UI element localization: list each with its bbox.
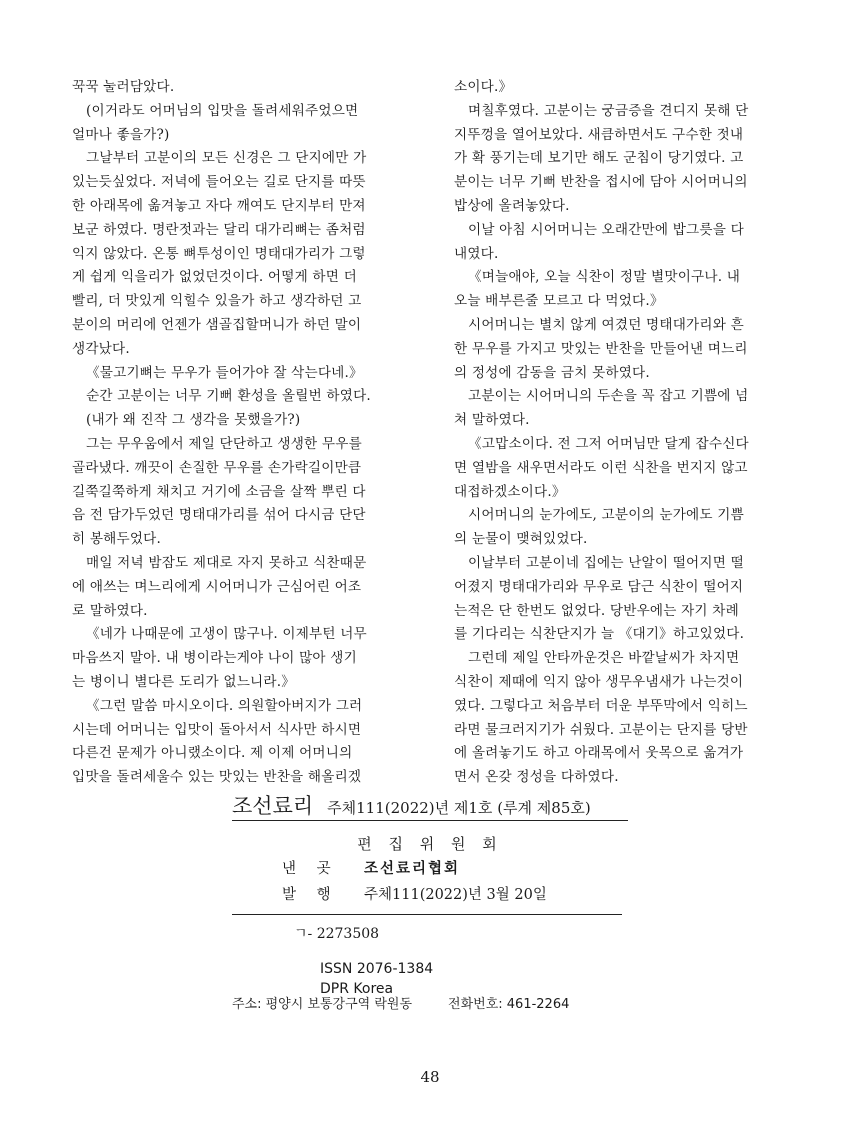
colophon <box>232 792 628 999</box>
text-line: 길쭉길쭉하게 채치고 거기에 소금을 살짝 뿌린 다 <box>72 483 366 500</box>
text-line: 시어머니는 별치 않게 여겼던 명태대가리와 흔 <box>468 316 744 333</box>
text-line: 《네가 나때문에 고생이 많구나. 이제부턴 너무 <box>86 626 367 643</box>
text-line: 대접하겠소이다.》 <box>454 483 566 500</box>
text-line: 고분이는 시어머니의 두손을 꼭 잡고 기쁨에 넘 <box>468 388 749 405</box>
text-line: 에 애쓰는 며느리에게 시어머니가 근심어린 어조 <box>72 578 362 595</box>
text-line: 그런데 제일 안타까운것은 바깥날씨가 차지면 <box>468 650 740 667</box>
text-line: 있는듯싶었다. 저녁에 들어오는 길로 단지를 따뜻 <box>72 174 366 191</box>
text-line: 시어머니의 눈가에도, 고분이의 눈가에도 기쁨 <box>468 507 744 524</box>
divider <box>232 820 628 821</box>
text-line: 식찬이 제때에 익지 않아 생무우냄새가 나는것이 <box>454 673 744 690</box>
text-line: 다른건 문제가 아니랬소이다. 제 이제 어머니의 <box>72 745 353 762</box>
journal-name: 조선료리 <box>232 794 314 818</box>
text-line: 오늘 배부른줄 모르고 다 먹었다.》 <box>454 293 664 310</box>
text-line: (내가 왜 진작 그 생각을 못했을가?) <box>86 412 301 429</box>
text-line: 이날부터 고분이네 집에는 난알이 떨어지면 떨 <box>468 554 744 571</box>
publisher-label: 낸 곳 <box>282 861 339 877</box>
text-line: 골라냈다. 깨끗이 손질한 무우를 손가락길이만큼 <box>72 459 362 476</box>
text-line: 게 쉽게 익을리가 없었던것이다. 어떻게 하면 더 <box>72 269 357 286</box>
text-line: 그는 무우움에서 제일 단단하고 생생한 무우를 <box>86 435 362 452</box>
text-line: 마음쓰지 말아. 내 병이라는게야 나이 많아 생기 <box>72 650 357 667</box>
journal-header <box>232 792 628 820</box>
text-line: 입맛을 돌려세울수 있는 맛있는 반찬을 해올리겠 <box>72 769 362 786</box>
text-line: 의 눈물이 맺혀있었다. <box>454 531 588 548</box>
right-column <box>454 76 792 790</box>
text-line: (이거라도 어머님의 입맛을 돌려세워주었으면 <box>86 102 359 119</box>
text-line: 였다. 그렇다고 처음부터 더운 부뚜막에서 익히느 <box>454 697 748 714</box>
text-line: 의 정성에 감동을 금치 못하였다. <box>454 364 650 381</box>
text-line: 밥상에 올려놓았다. <box>454 197 570 214</box>
text-line: 꾹꾹 눌러담았다. <box>72 79 175 95</box>
article-body <box>72 76 792 790</box>
text-line: 소이다.》 <box>454 79 513 95</box>
issn: ISSN 2076-1384 <box>320 961 434 977</box>
text-line: 보군 하였다. 명란젓과는 달리 대가리뼈는 좀처럼 <box>72 221 366 238</box>
text-line: 는 병이니 별다른 도리가 없느니라.》 <box>72 673 296 690</box>
registration-code: ㄱ- 2273508 <box>294 926 380 942</box>
country: DPR Korea <box>320 981 394 997</box>
address-line <box>232 993 632 1012</box>
publisher-row <box>232 856 628 882</box>
text-line: 그날부터 고분이의 모든 신경은 그 단지에만 가 <box>86 150 367 167</box>
left-column <box>72 76 410 790</box>
text-line: 며칠후였다. 고분이는 궁금증을 견디지 못해 단 <box>468 102 749 119</box>
address: 주소: 평양시 보통강구역 락원동 <box>232 997 413 1012</box>
text-line: 한 아래목에 옮겨놓고 자다 깨여도 단지부터 만져 <box>72 197 366 214</box>
text-line: 면 열밤을 새우면서라도 이런 식찬을 번지지 않고 <box>454 459 748 476</box>
phone-number: 전화번호: 461-2264 <box>448 997 570 1012</box>
text-line: 분이는 너무 기뻐 반찬을 접시에 담아 시어머니의 <box>454 174 748 191</box>
text-line: 분이의 머리에 언젠가 샘골집할머니가 하던 말이 <box>72 316 362 333</box>
text-line: 《그런 말씀 마시오이다. 의원할아버지가 그러 <box>86 697 363 714</box>
text-line: 내였다. <box>454 245 499 262</box>
text-line: 이날 아침 시어머니는 오래간만에 밥그릇을 다 <box>468 221 744 238</box>
text-line: 생각났다. <box>72 340 130 357</box>
publication-date: 주체111(2022)년 3월 20일 <box>364 887 547 903</box>
issue-info: 주체111(2022)년 제1호 (루계 제85호) <box>327 799 591 817</box>
text-line: 시는데 어머니는 입맛이 돌아서서 식사만 하시면 <box>72 721 362 738</box>
text-line: 로 말하였다. <box>72 602 148 619</box>
text-line: 에 올려놓기도 하고 아래목에서 웃목으로 옮겨가 <box>454 745 744 762</box>
text-line: 음 전 담가두었던 명태대가리를 섞어 다시금 단단 <box>72 507 366 524</box>
text-line: 라면 물크러지기가 쉬웠다. 고분이는 단지를 당반 <box>454 721 748 738</box>
text-line: 빨리, 더 맛있게 익힐수 있을가 하고 생각하던 고 <box>72 293 362 310</box>
text-line: 《며늘애야, 오늘 식찬이 정말 별맛이구나. 내 <box>468 269 741 286</box>
page-number: 48 <box>420 1068 440 1086</box>
text-line: 《물고기뼈는 무우가 들어가야 잘 삭는다네.》 <box>86 364 363 381</box>
text-line: 순간 고분이는 너무 기뻐 환성을 올릴번 하였다. <box>86 388 371 405</box>
text-line: 익지 않았다. 온통 뼈투성이인 명태대가리가 그렇 <box>72 245 366 262</box>
text-line: 《고맙소이다. 전 그저 어머님만 달게 잡수신다 <box>468 435 749 452</box>
text-line: 지뚜껑을 열어보았다. 새큼하면서도 구수한 젓내 <box>454 126 744 143</box>
text-line: 얼마나 좋을가?) <box>72 126 170 143</box>
divider <box>232 914 622 915</box>
text-line: 를 기다리는 식찬단지가 늘 《대기》하고있었다. <box>454 626 745 643</box>
date-row <box>232 882 628 908</box>
editorial-committee: 편 집 위 원 회 <box>357 835 503 853</box>
text-line: 한 무우를 가지고 맛있는 반찬을 만들어낸 며느리 <box>454 340 748 357</box>
text-line: 매일 저녁 밤잠도 제대로 자지 못하고 식찬때문 <box>86 554 367 571</box>
text-line: 가 확 풍기는데 보기만 해도 군침이 당기였다. 고 <box>454 150 744 167</box>
text-line: 면서 온갖 정성을 다하였다. <box>454 769 619 786</box>
publisher-name: 조선료리협회 <box>364 860 461 877</box>
date-label: 발 행 <box>282 887 339 903</box>
text-line: 쳐 말하였다. <box>454 412 530 429</box>
text-line: 는적은 단 한번도 없었다. 당반우에는 자기 차례 <box>454 602 739 619</box>
text-line: 어졌지 명태대가리와 무우로 담근 식찬이 떨어지 <box>454 578 744 595</box>
text-line: 히 봉해두었다. <box>72 531 162 548</box>
